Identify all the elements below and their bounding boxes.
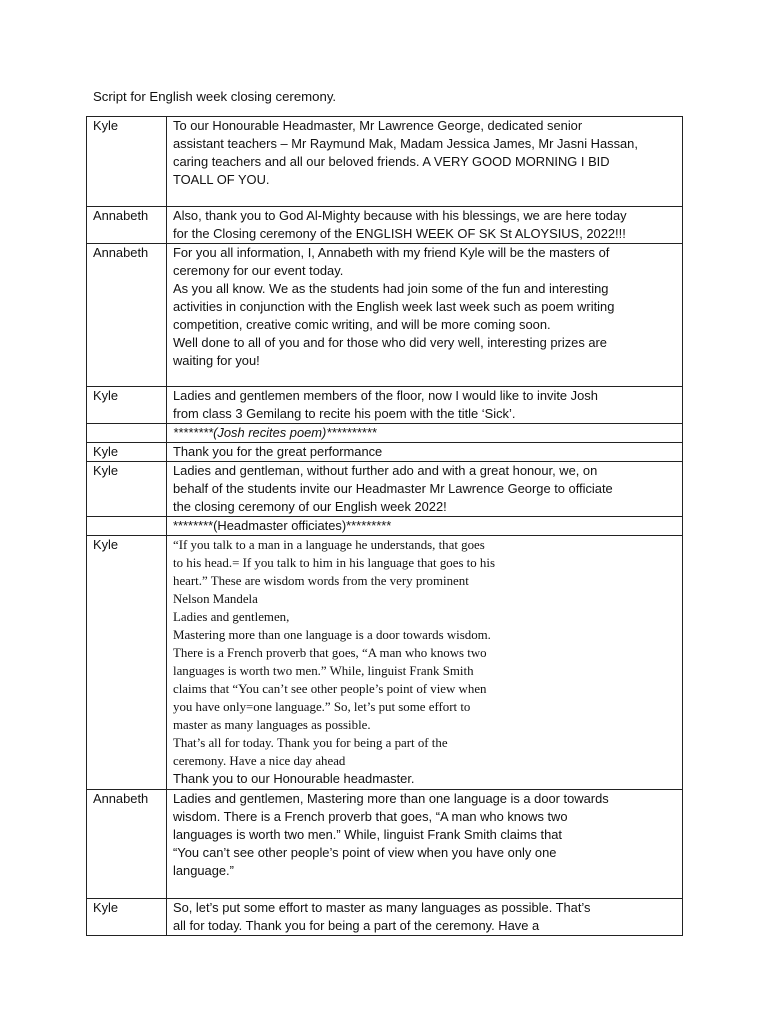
dialogue-line: For you all information, I, Annabeth with my friend Kyle will be the masters of bbox=[173, 245, 610, 260]
dialogue-cell bbox=[167, 443, 683, 462]
dialogue-line: As you all know. We as the students had join some of the fun and interesting bbox=[173, 281, 609, 296]
speaker-cell: Kyle bbox=[87, 536, 167, 790]
speaker-cell: Annabeth bbox=[87, 207, 167, 244]
dialogue-line: language.” bbox=[173, 863, 234, 878]
script-row bbox=[87, 117, 683, 207]
script-row bbox=[87, 207, 683, 244]
speaker-cell bbox=[87, 424, 167, 443]
dialogue-line: “If you talk to a man in a language he understands, that goes bbox=[173, 538, 485, 552]
quote-cell bbox=[167, 536, 683, 790]
dialogue-line: master as many languages as possible. bbox=[173, 718, 371, 732]
stage-direction-text: ********(Headmaster officiates)********* bbox=[173, 518, 392, 533]
stage-direction bbox=[167, 424, 683, 443]
dialogue-line: ceremony. Have a nice day ahead bbox=[173, 754, 346, 768]
speaker-cell: Annabeth bbox=[87, 244, 167, 387]
dialogue-line: Ladies and gentleman, without further ado and with a great honour, we, on bbox=[173, 463, 598, 478]
dialogue-line: to his head.= If you talk to him in his language that goes to his bbox=[173, 556, 495, 570]
dialogue-line: ceremony for our event today. bbox=[173, 263, 344, 278]
script-row bbox=[87, 517, 683, 536]
dialogue-line: Ladies and gentlemen members of the floor, now I would like to invite Josh bbox=[173, 388, 598, 403]
dialogue-line: for the Closing ceremony of the ENGLISH WEEK OF SK St ALOYSIUS, 2022!!! bbox=[173, 226, 626, 241]
dialogue-cell bbox=[167, 244, 683, 387]
dialogue-line: Well done to all of you and for those who did very well, interesting prizes are bbox=[173, 335, 607, 350]
dialogue-line: the closing ceremony of our English week 2022! bbox=[173, 499, 447, 514]
script-row bbox=[87, 387, 683, 424]
dialogue-line: Mastering more than one language is a door towards wisdom. bbox=[173, 628, 491, 642]
dialogue-cell bbox=[167, 387, 683, 424]
stage-direction bbox=[167, 517, 683, 536]
dialogue-line: languages is worth two men.” While, linguist Frank Smith bbox=[173, 664, 474, 678]
dialogue-line: There is a French proverb that goes, “A man who knows two bbox=[173, 646, 487, 660]
dialogue-cell bbox=[167, 790, 683, 899]
script-row bbox=[87, 899, 683, 936]
dialogue-line: Also, thank you to God Al-Mighty because with his blessings, we are here today bbox=[173, 208, 627, 223]
dialogue-line: activities in conjunction with the English week last week such as poem writing bbox=[173, 299, 615, 314]
dialogue-line: TOALL OF YOU. bbox=[173, 172, 270, 187]
script-row bbox=[87, 462, 683, 517]
dialogue-line: “You can’t see other people’s point of view when you have only one bbox=[173, 845, 557, 860]
dialogue-line: from class 3 Gemilang to recite his poem with the title ‘Sick’. bbox=[173, 406, 516, 421]
speaker-cell: Kyle bbox=[87, 462, 167, 517]
dialogue-line: Thank you to our Honourable headmaster. bbox=[173, 771, 415, 786]
dialogue-line: competition, creative comic writing, and will be more coming soon. bbox=[173, 317, 551, 332]
dialogue-cell bbox=[167, 117, 683, 207]
speaker-cell: Kyle bbox=[87, 117, 167, 207]
script-row bbox=[87, 443, 683, 462]
dialogue-line: So, let’s put some effort to master as many languages as possible. That’s bbox=[173, 900, 591, 915]
dialogue-line: claims that “You can’t see other people’s point of view when bbox=[173, 682, 487, 696]
dialogue-cell bbox=[167, 899, 683, 936]
dialogue-line: languages is worth two men.” While, linguist Frank Smith claims that bbox=[173, 827, 563, 842]
dialogue-line: That’s all for today. Thank you for being a part of the bbox=[173, 736, 448, 750]
dialogue-line: all for today. Thank you for being a part of the ceremony. Have a bbox=[173, 918, 540, 933]
speaker-cell: Kyle bbox=[87, 443, 167, 462]
script-row bbox=[87, 790, 683, 899]
dialogue-cell bbox=[167, 207, 683, 244]
script-row bbox=[87, 244, 683, 387]
stage-direction-text: ********(Josh recites poem)********** bbox=[173, 425, 377, 440]
dialogue-cell bbox=[167, 462, 683, 517]
dialogue-line: Nelson Mandela bbox=[173, 592, 258, 606]
dialogue-line: Ladies and gentlemen, Mastering more than one language is a door towards bbox=[173, 791, 609, 806]
dialogue-line: heart.” These are wisdom words from the very prominent bbox=[173, 574, 469, 588]
speaker-cell: Annabeth bbox=[87, 790, 167, 899]
script-table bbox=[86, 116, 683, 936]
dialogue-line: Thank you for the great performance bbox=[173, 444, 383, 459]
dialogue-line: wisdom. There is a French proverb that goes, “A man who knows two bbox=[173, 809, 568, 824]
speaker-cell: Kyle bbox=[87, 387, 167, 424]
dialogue-line: caring teachers and all our beloved friends. A VERY GOOD MORNING I BID bbox=[173, 154, 610, 169]
dialogue-line: behalf of the students invite our Headmaster Mr Lawrence George to officiate bbox=[173, 481, 613, 496]
dialogue-line: Ladies and gentlemen, bbox=[173, 610, 290, 624]
script-row bbox=[87, 424, 683, 443]
speaker-cell bbox=[87, 517, 167, 536]
document-title: Script for English week closing ceremony. bbox=[93, 89, 337, 104]
script-row bbox=[87, 536, 683, 790]
dialogue-line: To our Honourable Headmaster, Mr Lawrence George, dedicated senior bbox=[173, 118, 583, 133]
speaker-cell: Kyle bbox=[87, 899, 167, 936]
dialogue-line: you have only=one language.” So, let’s put some effort to bbox=[173, 700, 471, 714]
dialogue-line: waiting for you! bbox=[173, 353, 260, 368]
dialogue-line: assistant teachers – Mr Raymund Mak, Madam Jessica James, Mr Jasni Hassan, bbox=[173, 136, 638, 151]
